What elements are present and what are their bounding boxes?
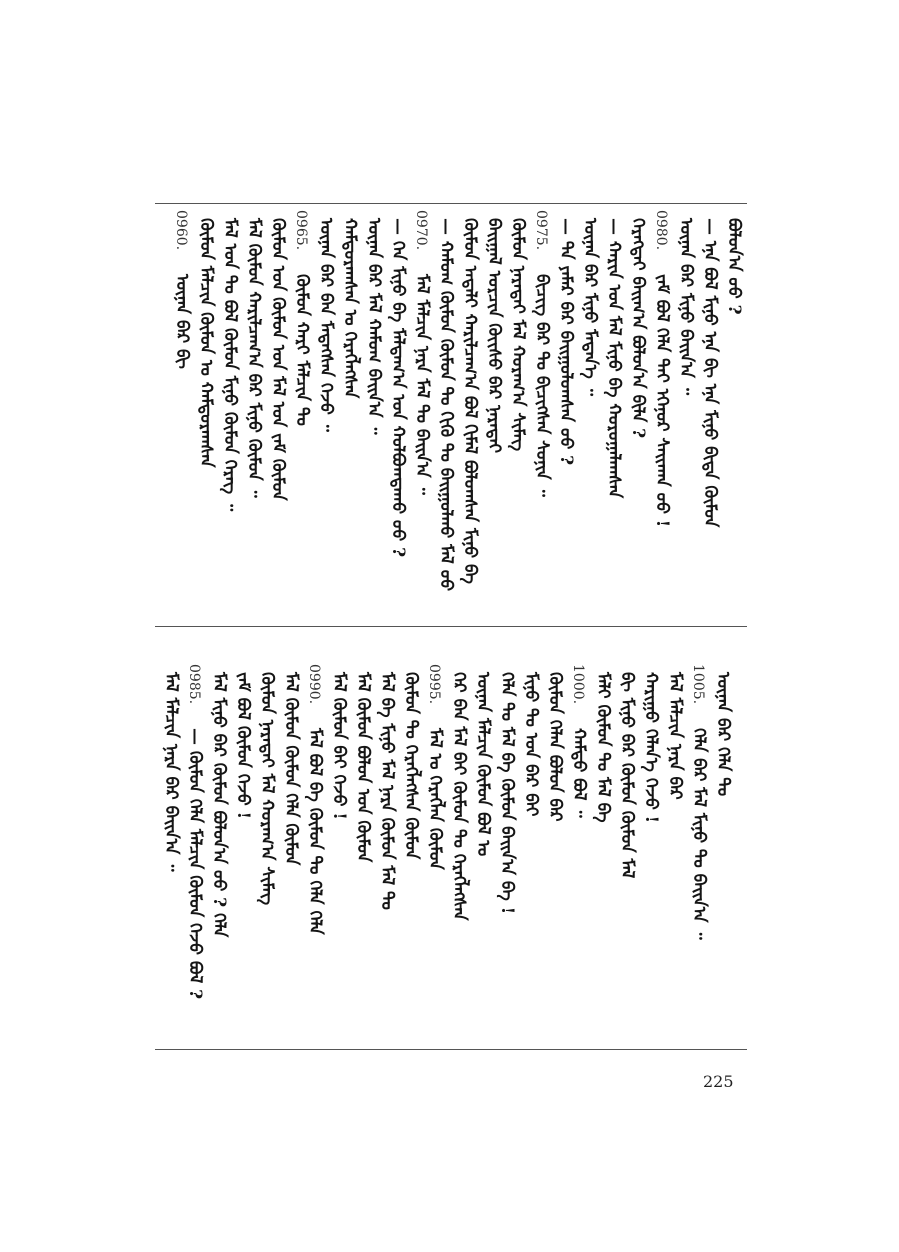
verse-text: ᠪᠢᠴᠢᠭ ᠪᠠᠷ ᠲᠤ ᠪᠢᠴᠢᠭᠰᠡᠨ ᠰᠣᠨᠢᠨ ᠃ (532, 274, 552, 497)
verse-text: — ᠲᠠ ᠶᠠᠮᠠᠷ ᠪᠠᠷ ᠪᠠᠢᠭᠤᠯᠤᠭᠰᠠᠨ ᠤᠤ ? (556, 218, 576, 466)
verse-text: ᠮᠠᠯ ᠬᠦᠮᠦᠨ ᠬᠦᠮᠦᠨ ᠬᠡᠯᠡ ᠬᠦᠮᠦᠨ (281, 672, 301, 866)
upper-text-block (155, 210, 747, 623)
verse-text: ᠦᠨᠡᠨ ᠪᠡᠷ ᠮᠢᠨᠤ ᠮᠡᠳᠡᠨ᠎ᠡ ᠃ (580, 218, 600, 396)
verse-text: ᠮᠠᠯ ᠪᠠ ᠮᠢᠨᠤ ᠮᠠᠯ ᠨᠡᠷᠡ ᠬᠦᠮᠦᠨ ᠮᠠᠯ ᠲᠤ (377, 672, 397, 910)
verse-text: ᠬᠦᠮᠦᠨ ᠲᠤ ᠬᠡᠷᠡᠭᠯᠡᠭᠰᠡᠨ ᠬᠦᠮᠦᠨ (401, 672, 421, 860)
verse-text: ᠮᠠᠯ ᠬᠦᠮᠦᠨ ᠬᠠᠷᠢᠯᠴᠠᠭ᠎ᠠ ᠪᠡᠷ ᠮᠢᠨᠤ ᠬᠦᠮᠦᠨ ᠃ (244, 218, 264, 498)
verse-text: ᠵᠠᠮ ᠪᠣᠯ ᠬᠦᠮᠦᠨ ᠭᠡᠵᠦ ! (233, 672, 253, 820)
verse-text: ᠮᠠᠯ ᠮᠠᠯᠴᠢᠨ ᠨᠡᠷᠡ ᠪᠡᠷ ᠪᠠᠢᠨ᠎ᠠ ᠃ (161, 672, 181, 872)
verse-text: ᠮᠠᠯ ᠮᠠᠯᠴᠢᠨ ᠨᠡᠷᠡ ᠪᠡᠷ (665, 672, 685, 800)
line-number: 0970. (413, 210, 429, 251)
verse-text: ᠮᠢᠨᠤ ᠲᠤ ᠤᠨ ᠪᠠᠷ ᠪᠠᠢ (521, 672, 541, 817)
verse-text: ᠬᠦᠮᠦᠨ ᠬᠠᠷᠢ ᠮᠠᠯᠴᠢᠨ ᠲᠤ (292, 274, 312, 426)
line-number: 0990. (306, 664, 322, 705)
verse-text: ᠦᠨᠡᠨ ᠪᠡᠷ ᠮᠢᠨᠤ ᠪᠠᠢᠨ᠎ᠠ ᠃ (676, 218, 696, 396)
verse-text: ᠬᠡᠯᠡ ᠲᠤ ᠮᠠᠯ ᠪᠡ ᠬᠦᠮᠦᠨ ᠪᠠᠢᠨ᠎ᠠ ᠪᠠ ! (497, 672, 517, 915)
verse-line (166, 210, 198, 623)
verse-text: ᠦᠨᠡᠨ ᠪᠡᠷ ᠬᠡᠯᠡ ᠲᠤ (713, 672, 733, 797)
verse-text: ᠪᠢ ᠮᠢᠨᠤ ᠪᠡᠷ ᠬᠦᠮᠦᠨ ᠬᠦᠮᠦᠨ ᠮᠠᠯ (617, 672, 637, 879)
verse-text: ᠮᠠᠯ ᠮᠢᠨᠤ ᠪᠠᠷ ᠬᠦᠮᠦᠨ ᠪᠣᠯᠤᠨ᠎ᠠ ᠤᠤ ? ᠬᠡᠯᠡ (209, 672, 229, 938)
verse-text: ᠮᠠᠯ ᠬᠦᠮᠦᠨ ᠪᠣᠯᠤᠨ ᠤᠨ ᠬᠦᠮᠦᠨ (353, 672, 373, 863)
verse-text: ᠮᠠᠯ ᠪᠣᠯ ᠪᠠ ᠬᠦᠮᠦᠨ ᠲᠤ ᠬᠡᠯᠡ ᠬᠡᠯᠡ (305, 728, 325, 935)
verse-text: ᠪᠠᠢᠭᠠᠯ ᠣᠷᠴᠢᠨ ᠬᠦᠢᠰᠦ ᠪᠡᠷ ᠨᠡᠷᠡᠲᠡᠢ (484, 218, 504, 454)
verse-text: ᠦᠨᠡᠨ ᠪᠡᠷ ᠮᠠᠯ ᠬᠠᠮᠤᠭ ᠪᠠᠢᠨ᠎ᠠ ᠃ (364, 218, 384, 435)
verse-text: ᠬᠠᠷᠢᠭᠤ ᠬᠡᠯᠡᠨ᠎ᠡ ᠭᠡᠵᠦ ! (641, 672, 661, 824)
verse-text: ᠬᠦᠮᠦᠨ ᠬᠡᠯᠡᠨ ᠪᠣᠯᠤᠨ ᠪᠡᠷ (545, 672, 565, 822)
verse-text: ᠬᠠᠮᠲᠤᠷᠠᠭᠰᠠᠨ ᠤ ᠬᠡᠷᠡᠭᠯᠡᠭᠰᠡᠨ (340, 218, 360, 399)
verse-text: — ᠬᠠᠮᠤᠭ ᠬᠦᠮᠦᠨ ᠬᠦᠮᠦᠨ ᠲᠤ ᠬᠢᠬᠦ ᠲᠤ ᠪᠠᠢᠭᠤᠯᠬᠤ ᠮᠠᠯ ᠤᠤ (436, 218, 456, 591)
verse-text: ᠬᠦᠮᠦᠨ ᠨᠡᠷᠡᠲᠡᠢ ᠮᠠᠯ ᠬᠤᠷᠠᠭ᠎ᠠ ᠰᠢᠮᠡᠭ (257, 672, 277, 906)
line-number: 0960. (173, 210, 189, 251)
verse-text: ᠬᠦᠮᠦᠨ ᠤᠨ ᠬᠦᠮᠦᠨ ᠤᠨ ᠮᠠᠯ ᠤᠨ ᠵᠠᠮ ᠬᠦᠮᠦᠨ (268, 218, 288, 501)
bottom-rule (155, 1049, 747, 1050)
line-number: 0980. (653, 210, 669, 251)
page-number: 225 (703, 1072, 734, 1091)
line-number: 1000. (570, 664, 586, 705)
verse-line (155, 672, 187, 1040)
line-number: 0975. (533, 210, 549, 251)
verse-text: ᠬᠠᠮᠲᠤ ᠪᠣᠯ ᠃ (569, 728, 589, 818)
line-number: 0985. (186, 664, 202, 705)
line-number: 0965. (293, 210, 309, 251)
verse-text: ᠬᠡᠯᠡ ᠪᠠᠷ ᠮᠠᠯ ᠮᠢᠨᠤ ᠲᠤ ᠪᠠᠢᠨ᠎ᠠ ᠃ (689, 728, 709, 940)
verse-text: — ᠬᠠᠷᠢᠨ ᠤᠨ ᠮᠠᠯ ᠮᠢᠨᠤ ᠪᠠ ᠬᠣᠷᠣᠭᠠᠯᠠᠭᠰᠠᠨ (604, 218, 624, 499)
verse-text: ᠪᠣᠯᠤᠨ᠎ᠠ ᠤᠤ ? (724, 218, 744, 315)
verse-text: — ᠬᠦᠮᠦᠨ ᠬᠡᠯᠡ ᠮᠠᠯᠴᠢᠨ ᠬᠦᠮᠦᠨ ᠭᠡᠵᠦ ᠪᠣᠯ ? (185, 728, 205, 1000)
verse-text: ᠦᠨᠡᠨ ᠮᠠᠯᠴᠢᠨ ᠬᠦᠮᠦᠨ ᠪᠣᠯ ᠤ (473, 672, 493, 857)
top-rule (155, 203, 747, 204)
verse-text: ᠭᠡᠷ ᠪᠡᠨ ᠮᠠᠯ ᠪᠠᠢ ᠬᠦᠮᠦᠨ ᠲᠤ ᠬᠡᠷᠡᠭᠯᠡᠭᠰᠡᠨ (449, 672, 469, 921)
verse-text: — ᠬᠡᠨ ᠮᠢᠨᠤ ᠪᠡ ᠮᠠᠯᠳᠠᠭ᠎ᠠ ᠤᠨ ᠬᠣᠯᠪᠣᠭᠳᠠᠬᠤ ᠤᠤ ? (388, 218, 408, 558)
line-number: 0995. (426, 664, 442, 705)
verse-text: ᠦᠨᠡᠨ ᠪᠡᠷ ᠪᠢ (172, 274, 192, 369)
verse-text: ᠮᠠᠯᠢ ᠬᠦᠮᠦᠨ ᠲᠤ ᠮᠠᠯ ᠪᠠ (593, 672, 613, 823)
line-number: 1005. (690, 664, 706, 705)
verse-text: ᠬᠡᠷᠡᠭᠲᠡᠢ ᠪᠠᠢᠭ᠎ᠠ ᠪᠣᠯᠤᠨ᠎ᠠ ᠪᠢᠯᠡ ? (628, 218, 648, 439)
verse-text: ᠮᠠᠯ ᠤ ᠬᠡᠷᠡᠭᠯᠡᠨ ᠬᠦᠮᠦᠨ (425, 728, 445, 870)
verse-text: ᠮᠠᠯ ᠤᠨ ᠲᠤ ᠪᠣᠯ ᠬᠦᠮᠦᠨ ᠮᠢᠨᠤ ᠬᠦᠮᠦᠨ ᠬᠡᠷᠡᠭ ᠃ (220, 218, 240, 512)
verse-text: — ᠡᠨᠡ ᠪᠣᠯ ᠮᠢᠨᠤ ᠡᠨᠡ ᠪᠢ ᠡᠨᠡ ᠮᠢᠨᠤ ᠪᠢᠳᠡ ᠬᠦᠮᠦᠨ (700, 218, 720, 528)
verse-text: ᠮᠠᠯ ᠬᠦᠮᠦᠨ ᠪᠠᠢ ᠭᠡᠵᠦ ! (329, 672, 349, 820)
verse-text: ᠬᠦᠮᠦᠨ ᠮᠠᠯᠴᠢᠨ ᠬᠦᠮᠦᠨ ᠤ ᠬᠠᠮᠲᠤᠷᠠᠭᠰᠠᠨ (196, 218, 216, 468)
verse-text: ᠬᠦᠮᠦᠨ ᠠᠳᠠᠯᠢ ᠬᠠᠷᠢᠯᠴᠠᠭ᠎ᠠ ᠪᠣᠯ ᠬᠢᠮᠡᠯ ᠪᠣᠯᠤᠭᠰᠠᠨ ᠮᠢᠨᠤ ᠪᠠ (460, 218, 480, 584)
verse-text: ᠵᠠᠮ ᠪᠣᠯ ᠬᠡᠯᠡ ᠲᠡᠢ ᠡᠬᠡᠨᠦᠷ ᠰᠠᠢᠬᠠᠨ ᠤᠤ ! (652, 274, 672, 528)
verse-text: ᠮᠠᠯ ᠮᠠᠯᠴᠢᠨ ᠨᠡᠷᠡ ᠮᠠᠯ ᠲᠤ ᠪᠠᠢᠨ᠎ᠠ ᠃ (412, 274, 432, 495)
verse-text: ᠬᠦᠮᠦᠨ ᠨᠡᠷᠡᠲᠡᠢ ᠮᠠᠯ ᠬᠤᠷᠠᠭ᠎ᠠ ᠰᠢᠮᠡᠭ (508, 218, 528, 452)
middle-rule (155, 626, 747, 627)
verse-text: ᠦᠨᠡᠨ ᠪᠡᠷ ᠪᠡᠨ ᠮᠡᠳᠡᠭᠰᠡᠨ ᠭᠡᠵᠦ ᠃ (316, 218, 336, 432)
lower-text-block (155, 664, 747, 1040)
